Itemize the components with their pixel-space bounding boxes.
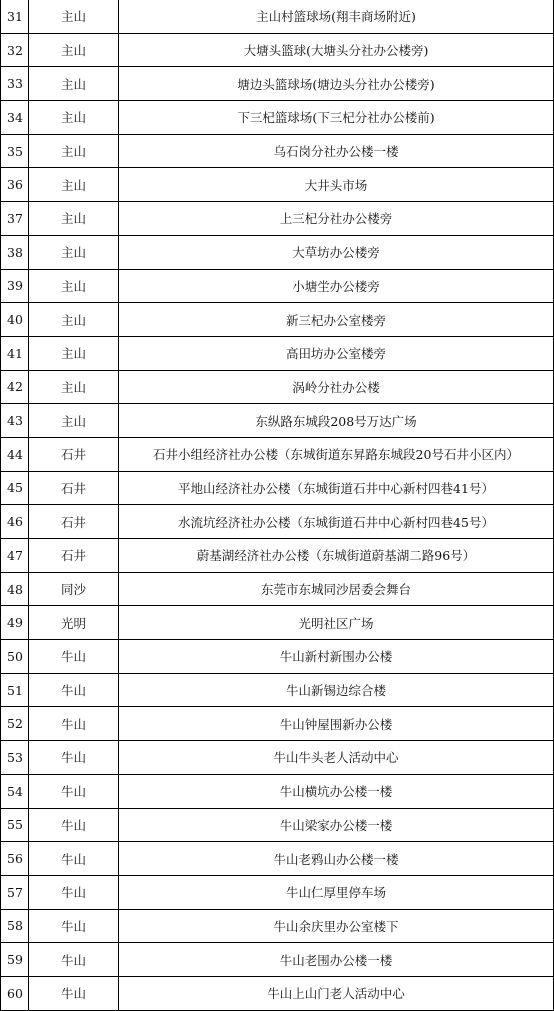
row-number-cell: 33 [1, 67, 29, 101]
town-cell: 牛山 [29, 808, 119, 842]
table-row [1, 909, 554, 943]
table-row [1, 875, 554, 909]
town-cell: 主山 [29, 370, 119, 404]
town-cell: 牛山 [29, 741, 119, 775]
location-cell: 水流坑经济社办公楼（东城街道石井中心新村四巷45号） [119, 505, 554, 539]
row-number-cell: 37 [1, 202, 29, 236]
location-cell: 东莞市东城同沙居委会舞台 [119, 572, 554, 606]
table-row [1, 370, 554, 404]
row-number-cell: 31 [1, 0, 29, 33]
town-cell: 牛山 [29, 909, 119, 943]
location-cell: 小塘坣办公楼旁 [119, 269, 554, 303]
location-cell: 牛山老围办公楼一楼 [119, 943, 554, 977]
row-number-cell: 57 [1, 875, 29, 909]
town-cell: 主山 [29, 168, 119, 202]
town-cell: 牛山 [29, 943, 119, 977]
location-cell: 蔚基湖经济社办公楼（东城街道蔚基湖二路96号） [119, 539, 554, 573]
town-cell: 主山 [29, 303, 119, 337]
town-cell: 石井 [29, 539, 119, 573]
row-number-cell: 43 [1, 404, 29, 438]
table-row [1, 269, 554, 303]
table-row [1, 505, 554, 539]
location-cell: 大草坊办公楼旁 [119, 235, 554, 269]
town-cell: 牛山 [29, 842, 119, 876]
row-number-cell: 60 [1, 976, 29, 1010]
table-row [1, 572, 554, 606]
locations-table-body [1, 0, 554, 1010]
table-row [1, 303, 554, 337]
location-cell: 主山村篮球场(翔丰商场附近) [119, 0, 554, 33]
location-cell: 新三杞办公室楼旁 [119, 303, 554, 337]
location-cell: 高田坊办公室楼旁 [119, 336, 554, 370]
location-cell: 乌石岗分社办公楼一楼 [119, 134, 554, 168]
row-number-cell: 49 [1, 606, 29, 640]
table-row [1, 168, 554, 202]
location-cell: 牛山横坑办公楼一楼 [119, 774, 554, 808]
table-row [1, 673, 554, 707]
row-number-cell: 47 [1, 539, 29, 573]
town-cell: 主山 [29, 235, 119, 269]
location-cell: 牛山钟屋围新办公楼 [119, 707, 554, 741]
row-number-cell: 52 [1, 707, 29, 741]
location-cell: 牛山新村新围办公楼 [119, 640, 554, 674]
location-cell: 涡岭分社办公楼 [119, 370, 554, 404]
location-cell: 牛山余庆里办公室楼下 [119, 909, 554, 943]
town-cell: 主山 [29, 33, 119, 67]
table-row [1, 101, 554, 135]
town-cell: 石井 [29, 505, 119, 539]
table-row [1, 336, 554, 370]
row-number-cell: 34 [1, 101, 29, 135]
location-cell: 光明社区广场 [119, 606, 554, 640]
town-cell: 主山 [29, 269, 119, 303]
row-number-cell: 44 [1, 437, 29, 471]
location-cell: 牛山牛头老人活动中心 [119, 741, 554, 775]
row-number-cell: 40 [1, 303, 29, 337]
location-cell: 石井小组经济社办公楼（东城街道东昇路东城段20号石井小区内） [119, 437, 554, 471]
row-number-cell: 39 [1, 269, 29, 303]
town-cell: 主山 [29, 134, 119, 168]
table-row [1, 404, 554, 438]
location-cell: 平地山经济社办公楼（东城街道石井中心新村四巷41号） [119, 471, 554, 505]
town-cell: 牛山 [29, 774, 119, 808]
town-cell: 主山 [29, 67, 119, 101]
town-cell: 牛山 [29, 640, 119, 674]
table-row [1, 471, 554, 505]
table-row [1, 640, 554, 674]
town-cell: 主山 [29, 101, 119, 135]
row-number-cell: 45 [1, 471, 29, 505]
location-cell: 牛山梁家办公楼一楼 [119, 808, 554, 842]
table-row [1, 235, 554, 269]
location-cell: 上三杞分社办公楼旁 [119, 202, 554, 236]
town-cell: 牛山 [29, 707, 119, 741]
table-row [1, 202, 554, 236]
location-cell: 大塘头篮球(大塘头分社办公楼旁) [119, 33, 554, 67]
location-cell: 牛山上山门老人活动中心 [119, 976, 554, 1010]
location-cell: 下三杞篮球场(下三杞分社办公楼前) [119, 101, 554, 135]
table-row [1, 842, 554, 876]
row-number-cell: 38 [1, 235, 29, 269]
table-row [1, 808, 554, 842]
town-cell: 光明 [29, 606, 119, 640]
row-number-cell: 59 [1, 943, 29, 977]
town-cell: 主山 [29, 0, 119, 33]
table-row [1, 976, 554, 1010]
town-cell: 牛山 [29, 673, 119, 707]
row-number-cell: 54 [1, 774, 29, 808]
row-number-cell: 53 [1, 741, 29, 775]
row-number-cell: 50 [1, 640, 29, 674]
town-cell: 牛山 [29, 976, 119, 1010]
table-row [1, 539, 554, 573]
town-cell: 主山 [29, 404, 119, 438]
row-number-cell: 36 [1, 168, 29, 202]
location-cell: 牛山新锡边综合楼 [119, 673, 554, 707]
table-row [1, 0, 554, 33]
location-cell: 东纵路东城段208号万达广场 [119, 404, 554, 438]
row-number-cell: 56 [1, 842, 29, 876]
table-row [1, 33, 554, 67]
table-row [1, 606, 554, 640]
table-row [1, 774, 554, 808]
location-cell: 牛山老鸦山办公楼一楼 [119, 842, 554, 876]
town-cell: 石井 [29, 437, 119, 471]
location-cell: 牛山仁厚里停车场 [119, 875, 554, 909]
row-number-cell: 46 [1, 505, 29, 539]
table-row [1, 67, 554, 101]
town-cell: 石井 [29, 471, 119, 505]
row-number-cell: 35 [1, 134, 29, 168]
row-number-cell: 41 [1, 336, 29, 370]
town-cell: 主山 [29, 202, 119, 236]
row-number-cell: 42 [1, 370, 29, 404]
town-cell: 同沙 [29, 572, 119, 606]
row-number-cell: 48 [1, 572, 29, 606]
town-cell: 牛山 [29, 875, 119, 909]
table-row [1, 437, 554, 471]
row-number-cell: 55 [1, 808, 29, 842]
table-row [1, 943, 554, 977]
table-row [1, 707, 554, 741]
town-cell: 主山 [29, 336, 119, 370]
row-number-cell: 51 [1, 673, 29, 707]
table-row [1, 741, 554, 775]
location-cell: 大井头市场 [119, 168, 554, 202]
row-number-cell: 58 [1, 909, 29, 943]
location-cell: 塘边头篮球场(塘边头分社办公楼旁) [119, 67, 554, 101]
table-row [1, 134, 554, 168]
row-number-cell: 32 [1, 33, 29, 67]
